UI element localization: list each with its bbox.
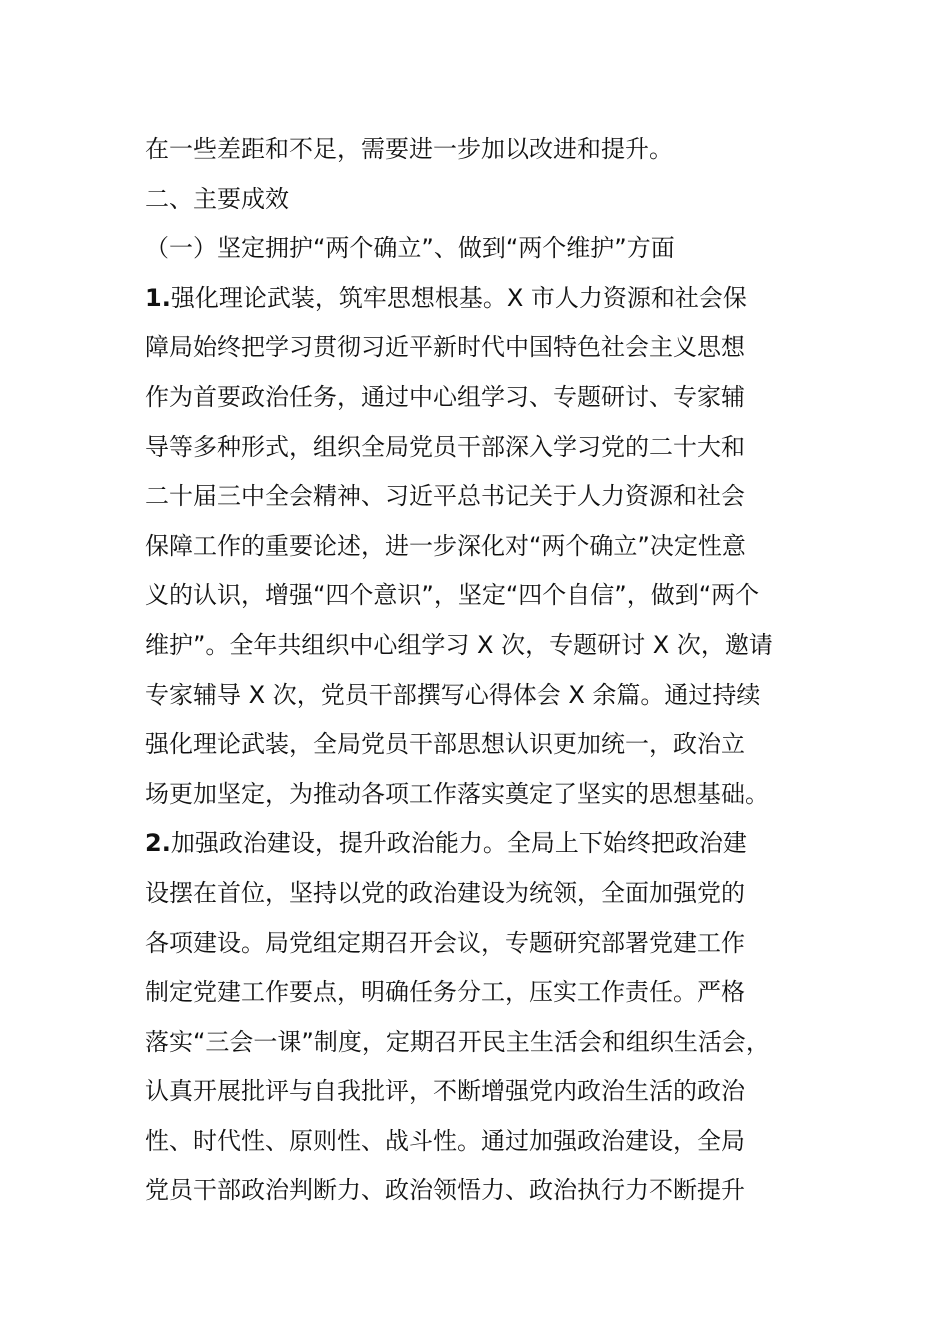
text-line [145, 819, 835, 869]
text-line [145, 919, 835, 969]
line-text: 义的认识，增强“四个意识”，坚定“四个自信”，做到“两个 [145, 581, 760, 610]
section-heading [145, 175, 835, 225]
line-text: 场更加坚定，为推动各项工作落实奠定了坚实的思想基础。 [145, 779, 769, 808]
text-line [145, 671, 835, 721]
line-text: 制定党建工作要点，明确任务分工，压实工作责任。严格 [145, 978, 745, 1007]
line-text: 认真开展批评与自我批评，不断增强党内政治生活的政治 [145, 1077, 745, 1106]
line-text: （一）坚定拥护“两个确立”、做到“两个维护”方面 [145, 234, 675, 263]
line-text: 在一些差距和不足，需要进一步加以改进和提升。 [145, 135, 673, 163]
line-text: 强化理论武装，筑牢思想根基。X 市人力资源和社会保 [170, 283, 747, 312]
document-body [145, 125, 835, 1216]
line-text: 性、时代性、原则性、战斗性。通过加强政治建设，全局 [145, 1126, 745, 1155]
text-line [145, 1018, 835, 1068]
line-text: 障局始终把学习贯彻习近平新时代中国特色社会主义思想 [145, 333, 745, 362]
line-text: 二十届三中全会精神、习近平总书记关于人力资源和社会 [145, 482, 745, 511]
line-text: 党员干部政治判断力、政治领悟力、政治执行力不断提升 [145, 1176, 745, 1205]
text-line [145, 274, 835, 324]
text-line [145, 869, 835, 919]
text-line [145, 522, 835, 572]
item-number: 2. [145, 829, 171, 858]
line-text: 导等多种形式，组织全局党员干部深入学习党的二十大和 [145, 432, 745, 461]
text-line [145, 770, 835, 820]
text-line [145, 1166, 835, 1216]
item-number: 1. [145, 283, 171, 312]
text-line [145, 1067, 835, 1117]
text-line [145, 472, 835, 522]
line-text: 专家辅导 X 次，党员干部撰写心得体会 X 余篇。通过持续 [145, 680, 761, 709]
line-text: 保障工作的重要论述，进一步深化对“两个确立”决定性意 [145, 531, 746, 560]
line-text: 各项建设。局党组定期召开会议，专题研究部署党建工作 [145, 928, 745, 957]
text-line [145, 125, 835, 175]
line-text: 设摆在首位，坚持以党的政治建设为统领，全面加强党的 [145, 878, 745, 907]
line-text: 作为首要政治任务，通过中心组学习、专题研讨、专家辅 [145, 382, 745, 411]
line-text: 维护”。全年共组织中心组学习 X 次，专题研讨 X 次，邀请 [145, 630, 773, 659]
line-text: 落实“三会一课”制度，定期召开民主生活会和组织生活会， [145, 1027, 770, 1056]
line-text: 二、主要成效 [145, 184, 289, 213]
text-line [145, 720, 835, 770]
text-line [145, 571, 835, 621]
text-line [145, 323, 835, 373]
subsection-heading [145, 224, 835, 274]
line-text: 强化理论武装，全局党员干部思想认识更加统一，政治立 [145, 730, 745, 759]
text-line [145, 373, 835, 423]
text-line [145, 1117, 835, 1167]
text-line [145, 423, 835, 473]
line-text: 加强政治建设，提升政治能力。全局上下始终把政治建 [170, 829, 747, 858]
text-line [145, 968, 835, 1018]
text-line [145, 621, 835, 671]
